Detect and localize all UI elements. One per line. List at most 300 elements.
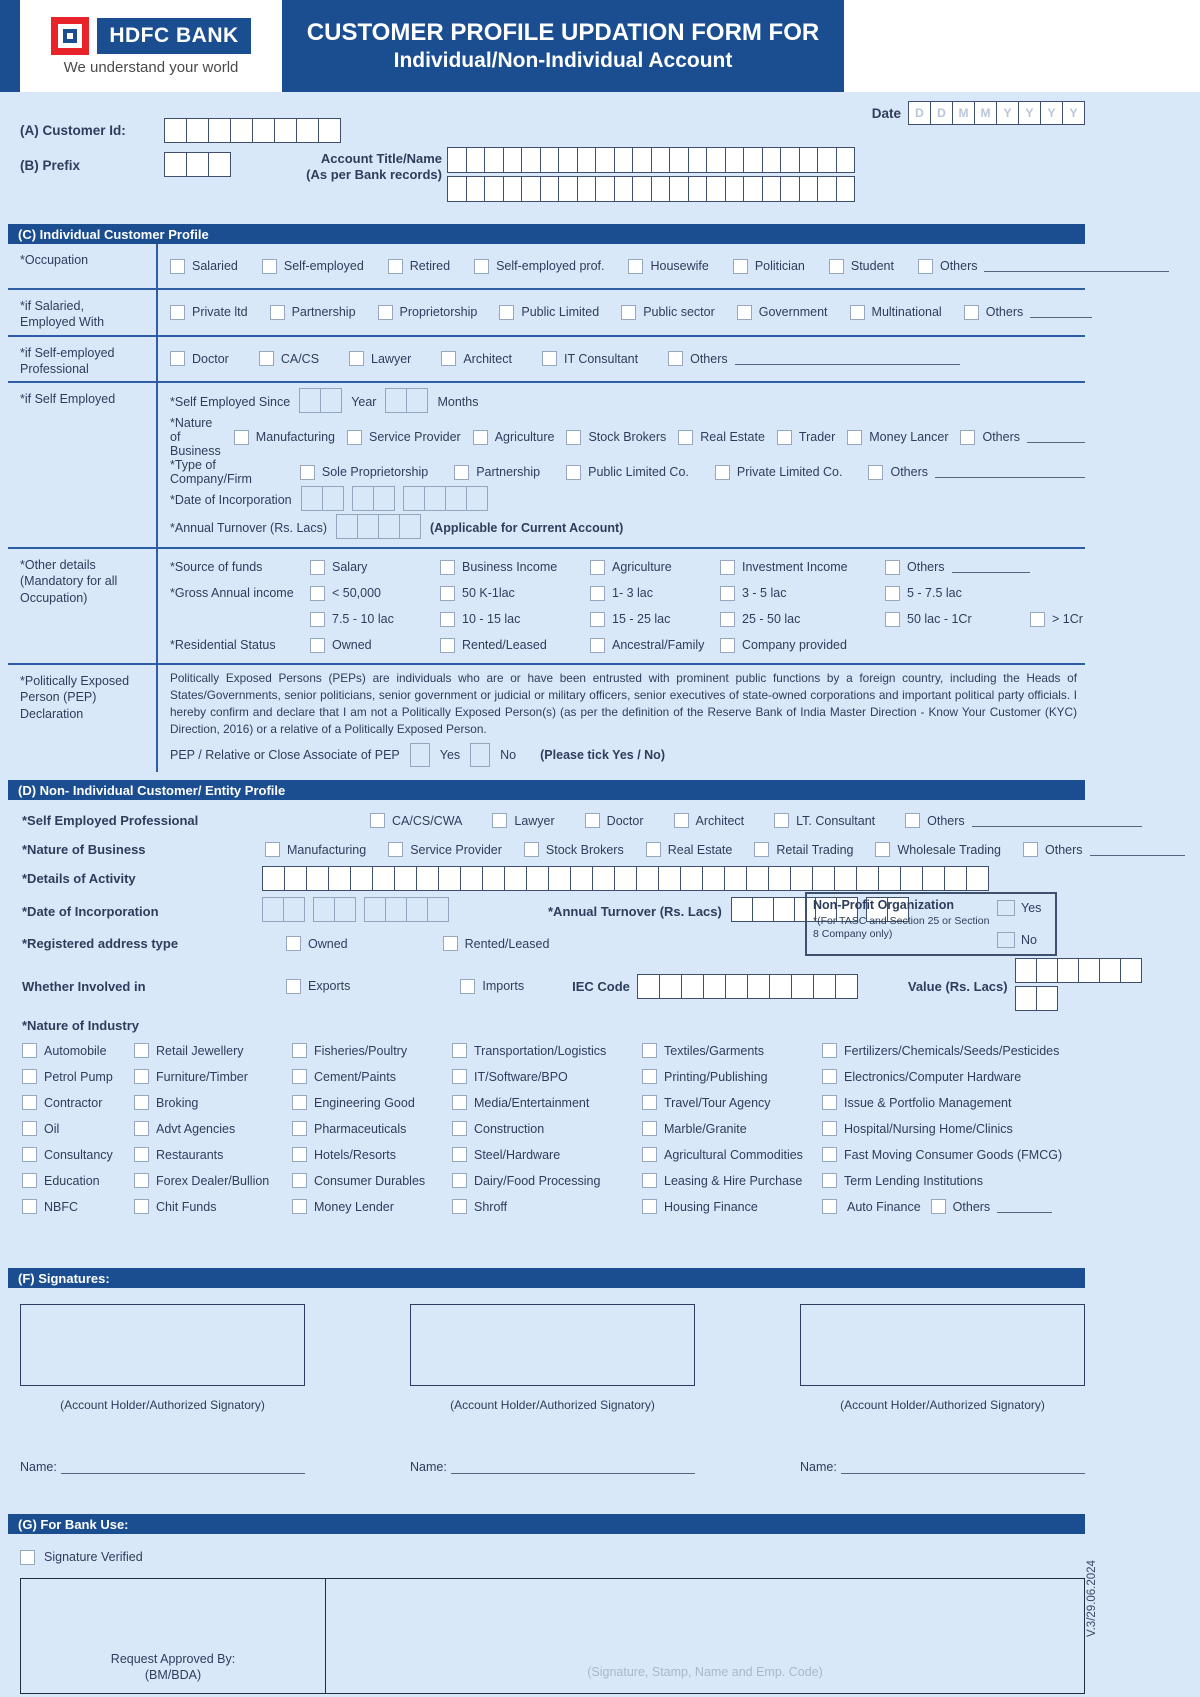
checkbox[interactable]: [492, 813, 507, 828]
checkbox[interactable]: [22, 1069, 37, 1084]
entry-cell[interactable]: [372, 866, 395, 891]
entry-cell[interactable]: [743, 147, 763, 173]
checkbox[interactable]: [310, 560, 325, 575]
entry-cell[interactable]: [364, 897, 386, 922]
entry-cell[interactable]: [1015, 986, 1037, 1011]
entry-cell[interactable]: [164, 152, 187, 177]
entry-cell[interactable]: [769, 974, 792, 999]
entry-cell[interactable]: [834, 866, 857, 891]
checkbox[interactable]: [590, 638, 605, 653]
checkbox[interactable]: [452, 1069, 467, 1084]
option-public-limited-co: [566, 465, 689, 480]
checkbox[interactable]: [822, 1121, 837, 1136]
checkbox[interactable]: [918, 259, 933, 274]
fill-in-line[interactable]: [952, 561, 1030, 573]
checkbox[interactable]: [774, 813, 789, 828]
checkbox[interactable]: [134, 1199, 149, 1214]
checkbox[interactable]: [964, 305, 979, 320]
entry-cell[interactable]: [706, 176, 726, 202]
fill-in-line[interactable]: [735, 353, 960, 365]
checkbox[interactable]: [822, 1069, 837, 1084]
checkbox[interactable]: [262, 259, 277, 274]
entry-cell[interactable]: [944, 866, 967, 891]
checkbox[interactable]: [134, 1147, 149, 1162]
entry-cell[interactable]: [230, 118, 253, 143]
checkbox[interactable]: [868, 465, 883, 480]
entry-cell[interactable]: [406, 897, 428, 922]
entry-cell[interactable]: [632, 147, 652, 173]
entry-cell[interactable]: [836, 147, 856, 173]
entry-cell[interactable]: [681, 974, 704, 999]
checkbox[interactable]: [642, 1043, 657, 1058]
checkbox[interactable]: [452, 1173, 467, 1188]
checkbox[interactable]: [349, 351, 364, 366]
name-line-1[interactable]: [61, 1460, 305, 1474]
option-label: Shroff: [474, 1199, 508, 1214]
entry-cell[interactable]: [406, 388, 428, 413]
checkbox[interactable]: [452, 1147, 467, 1162]
gross-income-row1: [162, 580, 1085, 606]
checkbox[interactable]: [292, 1173, 307, 1188]
checkbox[interactable]: [590, 560, 605, 575]
entry-cell[interactable]: [540, 147, 560, 173]
checkbox[interactable]: [234, 430, 249, 445]
brand-tagline: We understand your world: [63, 58, 239, 76]
checkbox[interactable]: [452, 1095, 467, 1110]
option-others: [868, 465, 1085, 480]
checkbox[interactable]: [720, 638, 735, 653]
entry-cell[interactable]: [725, 176, 745, 202]
entry-cell[interactable]: [328, 866, 351, 891]
row-if-self-employed: [8, 381, 1085, 547]
entry-cell[interactable]: [632, 176, 652, 202]
entry-cell[interactable]: [447, 176, 467, 202]
entry-cell[interactable]: [445, 486, 467, 511]
checkbox[interactable]: [292, 1095, 307, 1110]
checkbox[interactable]: [22, 1095, 37, 1110]
entry-cell[interactable]: [1078, 958, 1100, 983]
checkbox[interactable]: [885, 560, 900, 575]
checkbox[interactable]: [754, 842, 769, 857]
checkbox[interactable]: [642, 1147, 657, 1162]
checkbox[interactable]: [822, 1199, 837, 1214]
checkbox[interactable]: [300, 465, 315, 480]
signature-box-3[interactable]: [800, 1304, 1085, 1386]
checkbox[interactable]: [310, 612, 325, 627]
entry-cell[interactable]: [747, 974, 770, 999]
entry-cell[interactable]: [813, 974, 836, 999]
checkbox[interactable]: [621, 305, 636, 320]
option-lt-consultant: [774, 813, 875, 828]
entry-cell[interactable]: [780, 176, 800, 202]
checkbox[interactable]: [931, 1199, 946, 1214]
checkbox[interactable]: [286, 979, 301, 994]
entry-cell[interactable]: [186, 118, 209, 143]
checkbox[interactable]: [499, 305, 514, 320]
entry-cell[interactable]: [299, 388, 321, 413]
entry-cell[interactable]: [424, 486, 446, 511]
entry-cell[interactable]: [773, 897, 795, 922]
checkbox[interactable]: [460, 979, 475, 994]
entry-cell[interactable]: Y: [996, 101, 1019, 125]
entry-cell[interactable]: [731, 897, 753, 922]
entry-cell[interactable]: [651, 147, 671, 173]
entry-cell[interactable]: [768, 866, 791, 891]
non-profit-yes-checkbox[interactable]: [997, 900, 1015, 916]
entry-cell[interactable]: [504, 866, 527, 891]
non-profit-no-checkbox[interactable]: [997, 932, 1015, 948]
entry-cell[interactable]: [669, 176, 689, 202]
entry-cell[interactable]: [1015, 958, 1037, 983]
entry-cell[interactable]: [595, 176, 615, 202]
entry-cell[interactable]: [706, 147, 726, 173]
entry-cell[interactable]: [669, 147, 689, 173]
entry-cell[interactable]: [540, 176, 560, 202]
checkbox[interactable]: [22, 1121, 37, 1136]
section-c-table: [8, 244, 1085, 772]
entry-cell[interactable]: [1099, 958, 1121, 983]
nature-of-business-label: *Nature of Business: [170, 416, 221, 458]
checkbox[interactable]: [134, 1095, 149, 1110]
d-self-employed-prof-label: *Self Employed Professional: [22, 813, 199, 829]
checkbox[interactable]: [585, 813, 600, 828]
checkbox[interactable]: [443, 936, 458, 951]
checkbox[interactable]: [454, 465, 469, 480]
checkbox[interactable]: [388, 842, 403, 857]
entry-cell[interactable]: [752, 897, 774, 922]
entry-cell[interactable]: [1036, 986, 1058, 1011]
entry-cell[interactable]: [746, 866, 769, 891]
entry-cell[interactable]: [186, 152, 209, 177]
entry-cell[interactable]: M: [952, 101, 975, 125]
entry-cell[interactable]: [466, 176, 486, 202]
fill-in-line[interactable]: [1027, 431, 1085, 443]
checkbox[interactable]: [715, 465, 730, 480]
entry-cell[interactable]: [637, 974, 660, 999]
checkbox[interactable]: [628, 259, 643, 274]
checkbox[interactable]: [642, 1095, 657, 1110]
checkbox[interactable]: [733, 259, 748, 274]
option-label: Fast Moving Consumer Goods (FMCG): [844, 1147, 1063, 1162]
entry-cell[interactable]: Y: [1062, 101, 1085, 125]
entry-cell[interactable]: [334, 897, 356, 922]
entry-cell[interactable]: [688, 147, 708, 173]
entry-cell[interactable]: [614, 866, 637, 891]
entry-cell[interactable]: [966, 866, 989, 891]
entry-cell[interactable]: [252, 118, 275, 143]
checkbox[interactable]: [875, 842, 890, 857]
entry-cell[interactable]: [403, 486, 425, 511]
entry-cell[interactable]: [658, 866, 681, 891]
entry-cell[interactable]: [378, 514, 400, 539]
entry-cell[interactable]: [320, 388, 342, 413]
entry-cell[interactable]: [835, 974, 858, 999]
checkbox[interactable]: [440, 560, 455, 575]
checkbox[interactable]: [642, 1173, 657, 1188]
checkbox[interactable]: [440, 586, 455, 601]
checkbox[interactable]: [737, 305, 752, 320]
checkbox[interactable]: [452, 1199, 467, 1214]
checkbox[interactable]: [347, 430, 362, 445]
checkbox[interactable]: [542, 351, 557, 366]
type-of-company-options: [300, 465, 1085, 480]
entry-cell[interactable]: [922, 866, 945, 891]
entry-cell[interactable]: [724, 866, 747, 891]
entry-cell[interactable]: [790, 866, 813, 891]
entry-cell[interactable]: [484, 176, 504, 202]
checkbox[interactable]: [440, 638, 455, 653]
entry-cell[interactable]: [262, 866, 285, 891]
entry-cell[interactable]: [301, 486, 323, 511]
entry-cell[interactable]: [577, 176, 597, 202]
entry-cell[interactable]: [836, 176, 856, 202]
checkbox[interactable]: [286, 936, 301, 951]
option-label: Fertilizers/Chemicals/Seeds/Pesticides: [844, 1043, 1060, 1058]
checkbox[interactable]: [905, 813, 920, 828]
option-it-software-bpo: [452, 1069, 642, 1084]
entry-cell[interactable]: [208, 152, 231, 177]
entry-cell[interactable]: [762, 176, 782, 202]
entry-cell[interactable]: [592, 866, 615, 891]
fill-in-line[interactable]: [984, 260, 1169, 272]
entry-cell[interactable]: D: [930, 101, 953, 125]
entry-cell[interactable]: D: [908, 101, 931, 125]
entry-cell[interactable]: [460, 866, 483, 891]
entry-cell[interactable]: [503, 147, 523, 173]
checkbox[interactable]: [388, 259, 403, 274]
entry-cell[interactable]: [399, 514, 421, 539]
checkbox[interactable]: [850, 305, 865, 320]
checkbox[interactable]: [590, 586, 605, 601]
checkbox[interactable]: [642, 1069, 657, 1084]
checkbox[interactable]: [474, 259, 489, 274]
checkbox[interactable]: [378, 305, 393, 320]
top-fields: [8, 92, 1085, 224]
entry-cell[interactable]: [799, 176, 819, 202]
option-label: Agriculture: [612, 560, 672, 574]
checkbox[interactable]: [170, 351, 185, 366]
entry-cell[interactable]: [878, 866, 901, 891]
entry-cell[interactable]: [336, 514, 358, 539]
checkbox[interactable]: [822, 1043, 837, 1058]
entry-cell[interactable]: Y: [1018, 101, 1041, 125]
checkbox[interactable]: [674, 813, 689, 828]
entry-cell[interactable]: [416, 866, 439, 891]
signature-box-2[interactable]: [410, 1304, 695, 1386]
entry-cell[interactable]: [817, 176, 837, 202]
entry-cell[interactable]: [296, 118, 319, 143]
entry-cell[interactable]: [283, 897, 305, 922]
checkbox[interactable]: [885, 612, 900, 627]
entry-cell[interactable]: [521, 147, 541, 173]
entry-cell[interactable]: [791, 974, 814, 999]
entry-cell[interactable]: [780, 147, 800, 173]
checkbox[interactable]: [777, 430, 792, 445]
entry-cell[interactable]: [688, 176, 708, 202]
checkbox[interactable]: [370, 813, 385, 828]
entry-cell[interactable]: [322, 486, 344, 511]
option-label: Public Limited: [521, 305, 600, 320]
checkbox[interactable]: [265, 842, 280, 857]
checkbox[interactable]: [134, 1173, 149, 1188]
checkbox[interactable]: [847, 430, 862, 445]
entry-cell[interactable]: [466, 486, 488, 511]
checkbox[interactable]: [822, 1147, 837, 1162]
entry-cell[interactable]: [208, 118, 231, 143]
checkbox[interactable]: [292, 1069, 307, 1084]
entry-cell[interactable]: [385, 897, 407, 922]
entry-cell[interactable]: [306, 866, 329, 891]
entry-cell[interactable]: [614, 176, 634, 202]
entry-cell[interactable]: [558, 176, 578, 202]
option-fast-moving-consumer-goods-fmcg: [822, 1147, 1085, 1162]
entry-cell[interactable]: [526, 866, 549, 891]
pep-yes-checkbox[interactable]: [410, 743, 430, 767]
entry-cell[interactable]: [394, 866, 417, 891]
entry-cell[interactable]: [1120, 958, 1142, 983]
checkbox[interactable]: [646, 842, 661, 857]
entry-cell[interactable]: [703, 974, 726, 999]
checkbox[interactable]: [22, 1043, 37, 1058]
checkbox[interactable]: [259, 351, 274, 366]
signature-box-1[interactable]: [20, 1304, 305, 1386]
checkbox[interactable]: [822, 1173, 837, 1188]
entry-cell[interactable]: [1057, 958, 1079, 983]
checkbox[interactable]: [440, 612, 455, 627]
checkbox[interactable]: [292, 1043, 307, 1058]
checkbox[interactable]: [720, 560, 735, 575]
checkbox[interactable]: [885, 586, 900, 601]
entry-cell[interactable]: [466, 147, 486, 173]
entry-cell[interactable]: [284, 866, 307, 891]
entry-cell[interactable]: [856, 866, 879, 891]
entry-cell[interactable]: [614, 147, 634, 173]
checkbox[interactable]: [1023, 842, 1038, 857]
checkbox[interactable]: [292, 1199, 307, 1214]
entry-cell[interactable]: [702, 866, 725, 891]
entry-cell[interactable]: [427, 897, 449, 922]
entry-cell[interactable]: [164, 118, 187, 143]
checkbox[interactable]: [566, 430, 581, 445]
checkbox[interactable]: [452, 1043, 467, 1058]
checkbox[interactable]: [822, 1095, 837, 1110]
pep-no-label: No: [500, 748, 517, 763]
signature-verified-checkbox[interactable]: [20, 1550, 35, 1565]
entry-cell[interactable]: [743, 176, 763, 202]
entry-cell[interactable]: [318, 118, 341, 143]
entry-cell[interactable]: [651, 176, 671, 202]
entry-cell[interactable]: Y: [1040, 101, 1063, 125]
fill-in-line[interactable]: [972, 815, 1142, 827]
checkbox[interactable]: [22, 1147, 37, 1162]
entry-cell[interactable]: [447, 147, 467, 173]
fill-in-line[interactable]: [935, 466, 1085, 478]
option-self-employed: [262, 259, 364, 274]
entry-cell[interactable]: [900, 866, 923, 891]
entry-cell[interactable]: [595, 147, 615, 173]
checkbox[interactable]: [22, 1173, 37, 1188]
fill-in-line[interactable]: [997, 1201, 1052, 1213]
pep-tick-row: [170, 743, 1085, 767]
checkbox[interactable]: [170, 305, 185, 320]
checkbox[interactable]: [668, 351, 683, 366]
entry-cell[interactable]: [521, 176, 541, 202]
checkbox[interactable]: [134, 1121, 149, 1136]
pep-no-checkbox[interactable]: [470, 743, 490, 767]
name-line-2[interactable]: [451, 1460, 695, 1474]
entry-cell[interactable]: [313, 897, 335, 922]
checkbox[interactable]: [310, 638, 325, 653]
entry-cell[interactable]: [558, 147, 578, 173]
entry-cell[interactable]: [659, 974, 682, 999]
checkbox[interactable]: [292, 1147, 307, 1162]
d-date-of-incorporation-label: *Date of Incorporation: [22, 903, 159, 919]
name-line-3[interactable]: [841, 1460, 1085, 1474]
checkbox[interactable]: [642, 1121, 657, 1136]
checkbox[interactable]: [22, 1199, 37, 1214]
checkbox[interactable]: [134, 1043, 149, 1058]
checkbox[interactable]: [590, 612, 605, 627]
entry-cell[interactable]: [1036, 958, 1058, 983]
checkbox[interactable]: [310, 586, 325, 601]
entry-cell[interactable]: [385, 388, 407, 413]
entry-cell[interactable]: [438, 866, 461, 891]
checkbox[interactable]: [1030, 612, 1045, 627]
checkbox[interactable]: [524, 842, 539, 857]
checkbox[interactable]: [441, 351, 456, 366]
entry-cell[interactable]: [357, 514, 379, 539]
entry-cell[interactable]: [484, 147, 504, 173]
checkbox[interactable]: [720, 586, 735, 601]
checkbox[interactable]: [678, 430, 693, 445]
entry-cell[interactable]: [799, 147, 819, 173]
option-label: 3 - 5 lac: [742, 586, 787, 600]
entry-cell[interactable]: [762, 147, 782, 173]
checkbox[interactable]: [270, 305, 285, 320]
entry-cell[interactable]: [725, 147, 745, 173]
entry-cell[interactable]: [503, 176, 523, 202]
checkbox[interactable]: [720, 612, 735, 627]
entry-cell[interactable]: [352, 486, 374, 511]
entry-cell[interactable]: [274, 118, 297, 143]
entry-cell[interactable]: [817, 147, 837, 173]
entry-cell[interactable]: [350, 866, 373, 891]
entry-cell[interactable]: [812, 866, 835, 891]
signature-stamp-cell[interactable]: [326, 1579, 1084, 1693]
checkbox[interactable]: [566, 465, 581, 480]
checkbox[interactable]: [170, 259, 185, 274]
entry-cell[interactable]: [636, 866, 659, 891]
checkbox[interactable]: [642, 1199, 657, 1214]
checkbox[interactable]: [829, 259, 844, 274]
entry-cell[interactable]: [725, 974, 748, 999]
checkbox[interactable]: [452, 1121, 467, 1136]
entry-cell[interactable]: [548, 866, 571, 891]
checkbox[interactable]: [134, 1069, 149, 1084]
checkbox[interactable]: [292, 1121, 307, 1136]
entry-cell[interactable]: M: [974, 101, 997, 125]
checkbox[interactable]: [960, 430, 975, 445]
entry-cell[interactable]: [262, 897, 284, 922]
checkbox[interactable]: [473, 430, 488, 445]
entry-cell[interactable]: [577, 147, 597, 173]
fill-in-line[interactable]: [1030, 306, 1092, 318]
entry-cell[interactable]: [570, 866, 593, 891]
entry-cell[interactable]: [482, 866, 505, 891]
entry-cell[interactable]: [680, 866, 703, 891]
entry-cell[interactable]: [373, 486, 395, 511]
fill-in-line[interactable]: [1090, 844, 1185, 856]
